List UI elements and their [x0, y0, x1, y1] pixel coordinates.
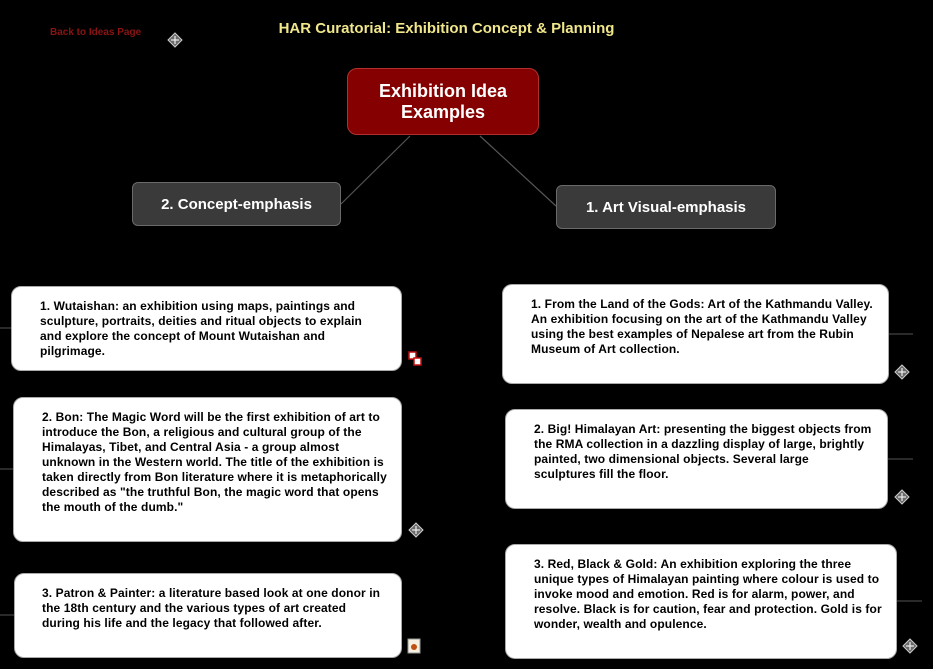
branch-art-visual-emphasis[interactable]: 1. Art Visual-emphasis: [556, 185, 776, 229]
connector-central-concept: [341, 136, 410, 204]
branch-concept-emphasis[interactable]: 2. Concept-emphasis: [132, 182, 341, 226]
central-topic-node[interactable]: [347, 68, 539, 135]
connector-central-visual: [480, 136, 556, 206]
central-topic-line-2: Examples: [400, 101, 486, 122]
central-topic-line-1: Exhibition Idea: [378, 80, 507, 101]
concept-idea-card-bon[interactable]: 2. Bon: The Magic Word will be the first exhibition of art to introduce the Bon, a religious and cultural group of the Himalayas, Tibet, and Central Asia - a group almost unknown in the Western world. The title of the exhibition is taken directly from Bon literature where it is metaphorically described as "the truthful Bon, the magic word that opens the mouth of the dumb.": [13, 397, 402, 542]
visual-idea-card-land-of-gods[interactable]: 1. From the Land of the Gods: Art of the Kathmandu Valley. An exhibition focusing on the art of the Kathmandu Valley using the best examples of Nepalese art from the Rubin Museum of Art collection.: [502, 284, 889, 384]
concept-idea-card-patron-painter[interactable]: 3. Patron & Painter: a literature based look at one donor in the 18th century and the various types of art created during his life and the legacy that followed after.: [14, 573, 402, 658]
back-to-ideas-link[interactable]: Back to Ideas Page: [50, 27, 142, 38]
concept-idea-card-wutaishan[interactable]: 1. Wutaishan: an exhibition using maps, paintings and sculpture, portraits, deities and ritual objects to explain and explore the concept of Mount Wutaishan and pilgrimage.: [11, 286, 402, 371]
visual-idea-card-red-black-gold[interactable]: 3. Red, Black & Gold: An exhibition exploring the three unique types of Himalayan painting where colour is used to invoke mood and emotion. Red is for alarm, power, and resolve. Black is for caution, fear and protection. Gold is for wonder, wealth and opulence.: [505, 544, 897, 659]
visual-idea-card-big-himalayan-art[interactable]: 2. Big! Himalayan Art: presenting the biggest objects from the RMA collection in a dazzling display of large, brightly painted, two dimensional objects. Several large sculptures fill the floor.: [505, 409, 888, 509]
page-title: HAR Curatorial: Exhibition Concept & Planning: [278, 20, 615, 37]
